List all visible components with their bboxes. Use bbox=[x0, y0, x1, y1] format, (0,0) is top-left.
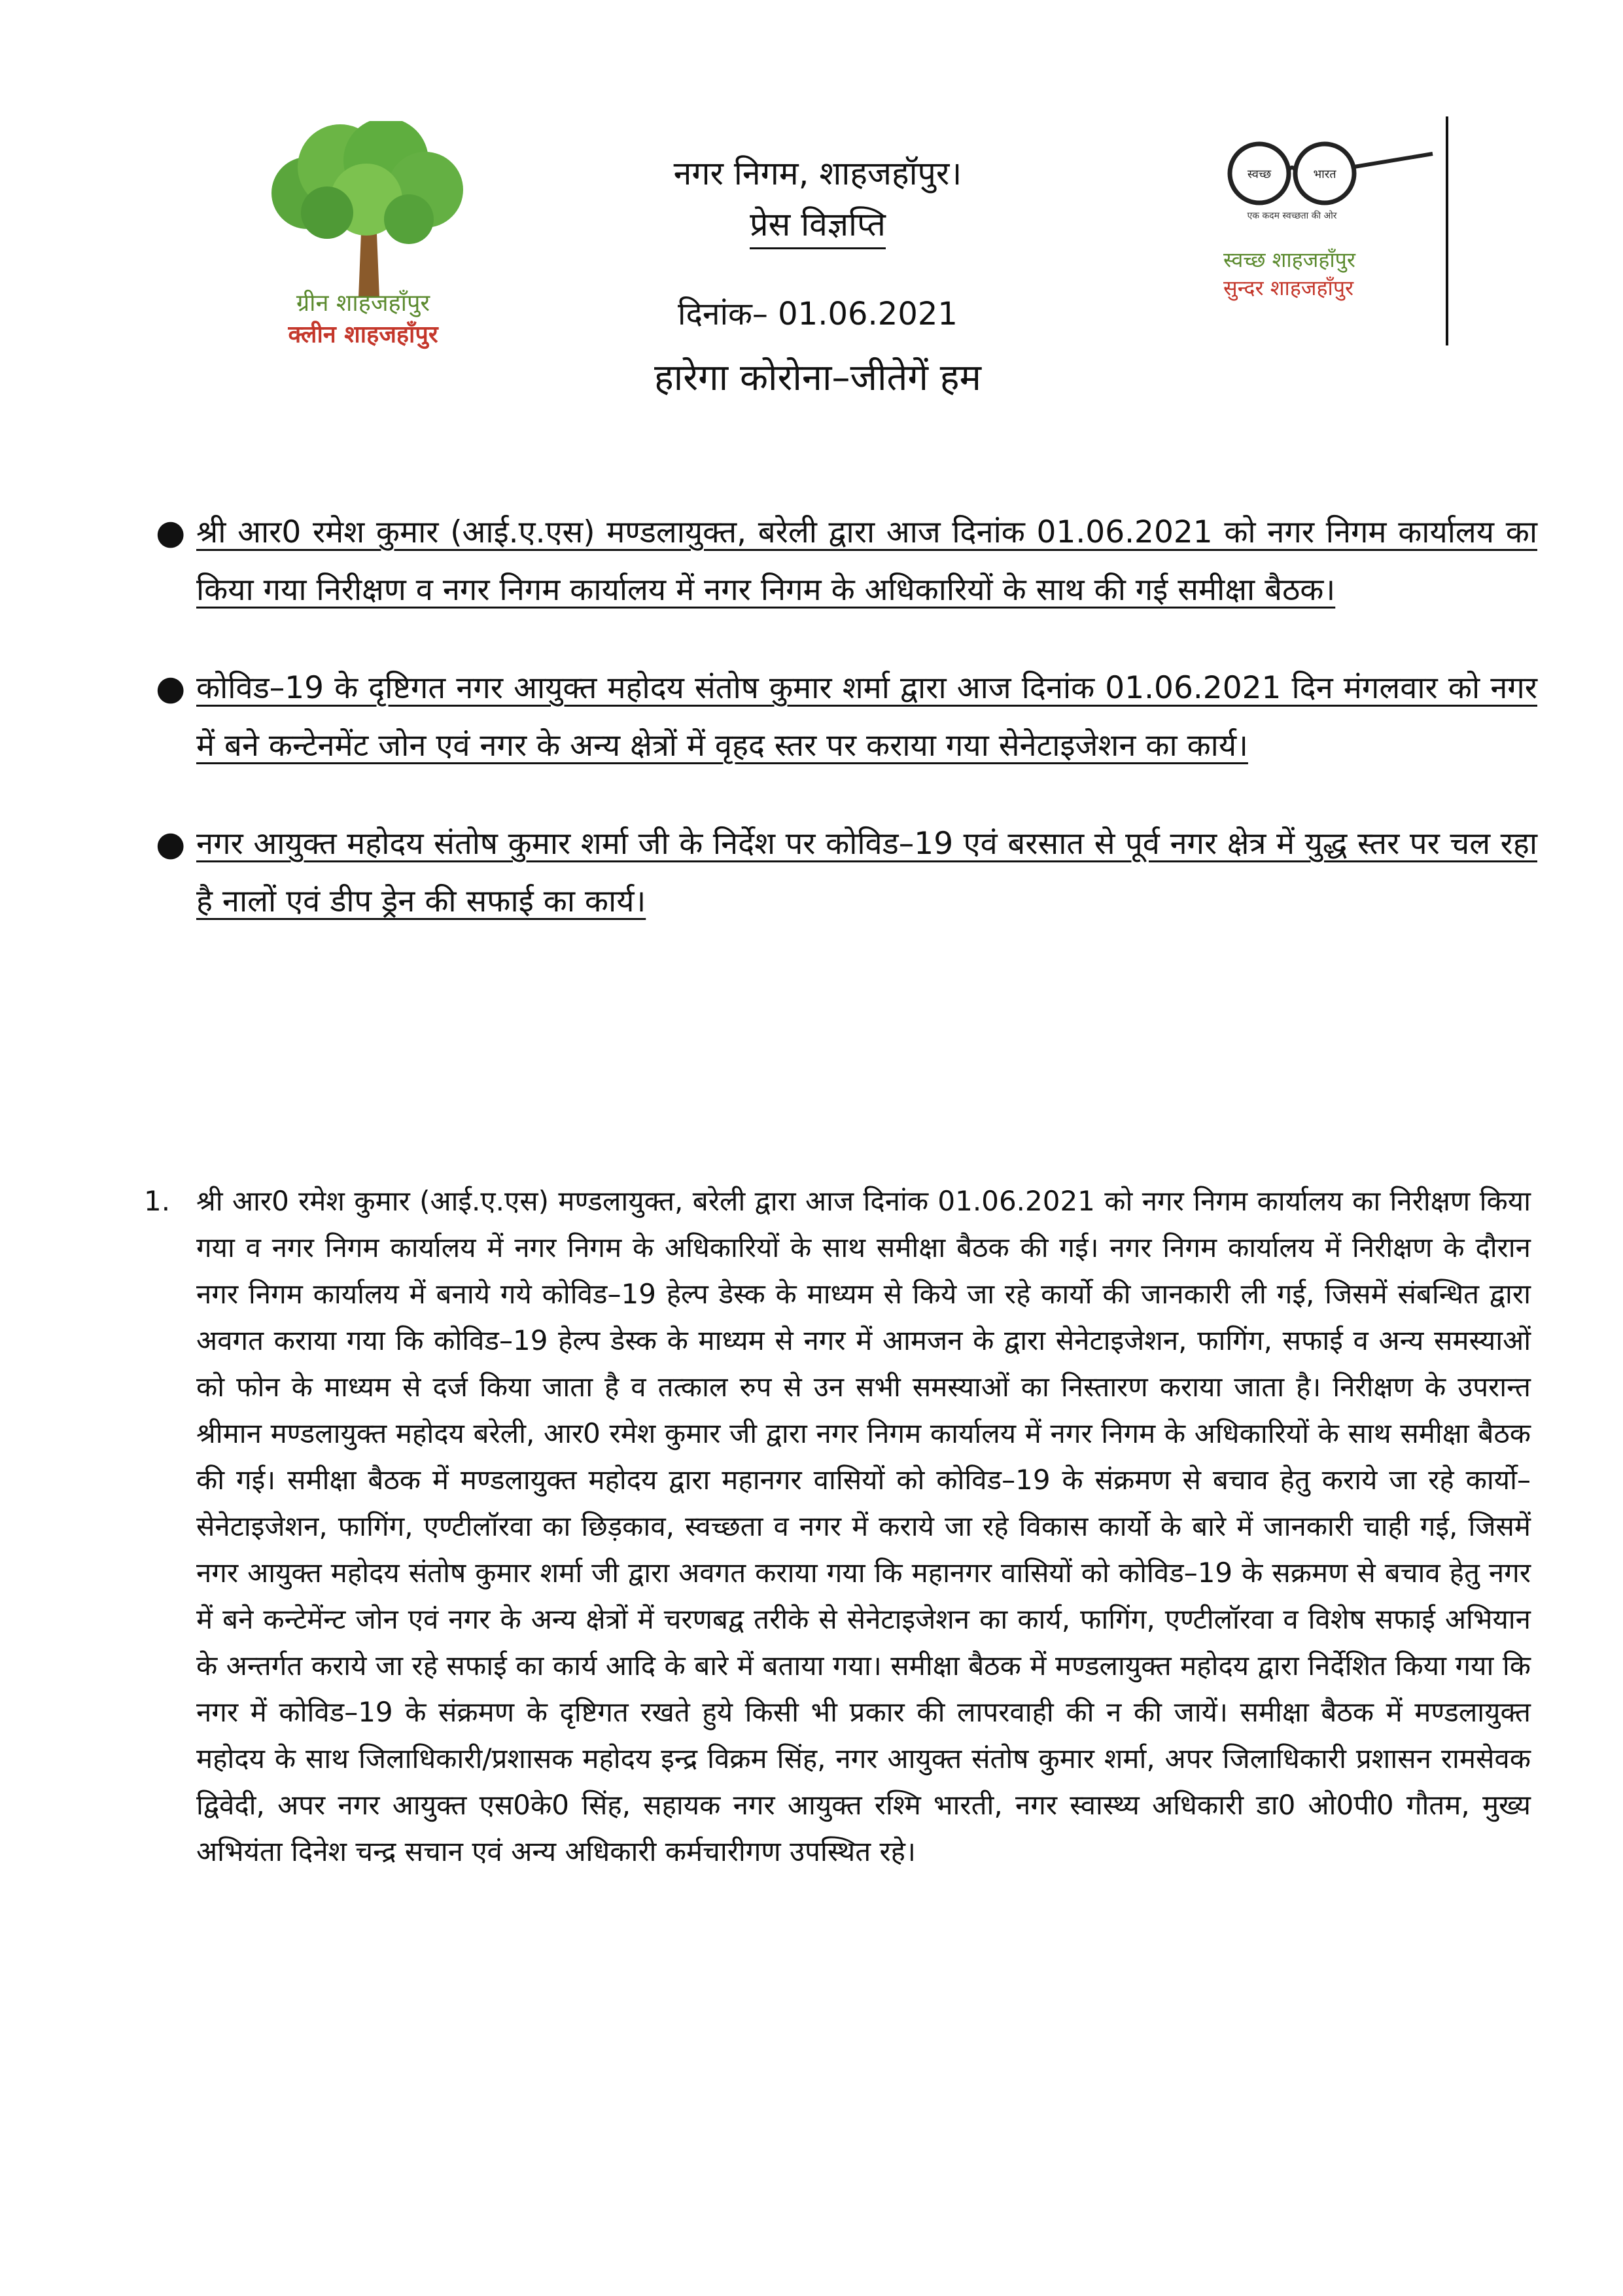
swachh-bharat-logo bbox=[1223, 137, 1446, 302]
highlight-text: कोविड–19 के दृष्टिगत नगर आयुक्त महोदय संतोष कुमार शर्मा द्वारा आज दिनांक 01.06.2021 दिन मंगलवार को नगर में बने कन्टेनमेंट जोन एवं नगर के अन्य क्षेत्रों में वृहद स्तर पर कराया गया सेनेटाइजेशन का कार्य। bbox=[196, 670, 1537, 764]
release-date: दिनांक– 01.06.2021 bbox=[678, 296, 958, 332]
bullet-icon: ● bbox=[156, 513, 186, 552]
glasses-left-text: स्वच्छ bbox=[1247, 168, 1272, 181]
press-release-title: प्रेस विज्ञप्ति bbox=[750, 202, 886, 249]
press-release-header bbox=[563, 150, 1073, 401]
swachh-line2: सुन्दर शाहजहाँपुर bbox=[1223, 275, 1354, 300]
paragraph-number: 1. bbox=[144, 1185, 171, 1217]
paragraph-text: श्री आर0 रमेश कुमार (आई.ए.एस) मण्डलायुक्त, बरेली द्वारा आज दिनांक 01.06.2021 को नगर निगम कार्यालय का निरीक्षण किया गया व नगर निगम कार्यालय में नगर निगम के अधिकारियों के साथ समीक्षा बैठक की गई। नगर निगम कार्यालय में निरीक्षण के दौरान नगर निगम कार्यालय में बनाये गये कोविड–19 हेल्प डेस्क के माध्यम से किये जा रहे कार्यो की जानकारी ली गई, जिसमें संबन्धित द्वारा अवगत कराया गया कि कोविड–19 हेल्प डेस्क के माध्यम से नगर में आमजन के द्वारा सेनेटाइजेशन, फागिंग, सफाई व अन्य समस्याओं को फोन के माध्यम से दर्ज किया जाता है व तत्काल रुप से उन सभी समस्याओं का निस्तारण कराया जाता है। निरीक्षण के उपरान्त श्रीमान मण्डलायुक्त महोदय बरेली, आर0 रमेश कुमार जी द्वारा नगर निगम कार्यालय में नगर निगम के अधिकारियों के साथ समीक्षा बैठक की गई। समीक्षा बैठक में मण्डलायुक्त महोदय द्वारा महानगर वासियों को कोविड–19 के संक्रमण से बचाव हेतु कराये जा रहे कार्यो– सेनेटाइजेशन, फागिंग, एण्टीलॉरवा का छिड़काव, स्वच्छता व नगर में कराये जा रहे विकास कार्यो के बारे में जानकारी चाही गई, जिसमें नगर आयुक्त महोदय संतोष कुमार शर्मा जी द्वारा अवगत कराया गया कि महानगर वासियों को कोविड–19 के सक्रमण से बचाव हेतु नगर में बने कन्टेमेंन्ट जोन एवं नगर के अन्य क्षेत्रों में चरणबद्व तरीके से सेनेटाइजेशन का कार्य, फागिंग, एण्टीलॉरवा व विशेष सफाई अभियान के अन्तर्गत कराये जा रहे सफाई का कार्य आदि के बारे में बताया गया। समीक्षा बैठक में मण्डलायुक्त महोदय द्वारा निर्देशित किया गया कि नगर में कोविड–19 के संक्रमण के दृष्टिगत रखते हुये किसी भी प्रकार की लापरवाही की न की जायें। समीक्षा बैठक में मण्डलायुक्त महोदय के साथ जिलाधिकारी/प्रशासक महोदय इन्द्र विक्रम सिंह, नगर आयुक्त संतोष कुमार शर्मा, अपर जिलाधिकारी प्रशासन रामसेवक द्विवेदी, अपर नगर आयुक्त एस0के0 सिंह, सहायक नगर आयुक्त रश्मि भारती, नगर स्वास्थ्य अधिकारी डा0 ओ0पी0 गौतम, मुख्य अभियंता दिनेश चन्द्र सचान एवं अन्य अधिकारी कर्मचारीगण उपस्थित रहे। bbox=[196, 1185, 1531, 1867]
green-caption-line2: क्लीन शाहजहाँपुर bbox=[288, 321, 438, 348]
tree-icon bbox=[255, 121, 478, 298]
highlights-list bbox=[150, 504, 1537, 971]
glasses-right-text: भारत bbox=[1313, 168, 1336, 181]
bullet-icon: ● bbox=[156, 669, 186, 708]
highlight-item bbox=[150, 660, 1537, 775]
highlight-item bbox=[150, 815, 1537, 930]
green-logo-caption bbox=[209, 288, 517, 351]
bullet-icon: ● bbox=[156, 824, 186, 864]
slogan: हारेगा कोरोना–जीतेगें हम bbox=[654, 357, 981, 399]
swachh-line1: स्वच्छ शाहजहाँपुर bbox=[1223, 247, 1355, 272]
highlight-text: श्री आर0 रमेश कुमार (आई.ए.एस) मण्डलायुक्त, बरेली द्वारा आज दिनांक 01.06.2021 को नगर निगम कार्यालय का किया गया निरीक्षण व नगर निगम कार्यालय में नगर निगम के अधिकारियों के साथ की गई समीक्षा बैठक। bbox=[196, 514, 1537, 608]
green-caption-line1: ग्रीन शाहजहाँपुर bbox=[296, 290, 430, 317]
swachh-tagline: एक कदम स्वच्छता की ओर bbox=[1247, 211, 1337, 221]
highlight-item bbox=[150, 504, 1537, 619]
highlight-text: नगर आयुक्त महोदय संतोष कुमार शर्मा जी के निर्देश पर कोविड–19 एवं बरसात से पूर्व नगर क्षेत्र में युद्ध स्तर पर चल रहा है नालों एवं डीप ड्रेन की सफाई का कार्य। bbox=[196, 826, 1537, 919]
organization-name: नगर निगम, शाहजहॉपुर। bbox=[673, 154, 962, 192]
vertical-divider bbox=[1446, 116, 1448, 345]
glasses-icon bbox=[1223, 137, 1439, 209]
detail-paragraph bbox=[144, 1178, 1531, 1875]
